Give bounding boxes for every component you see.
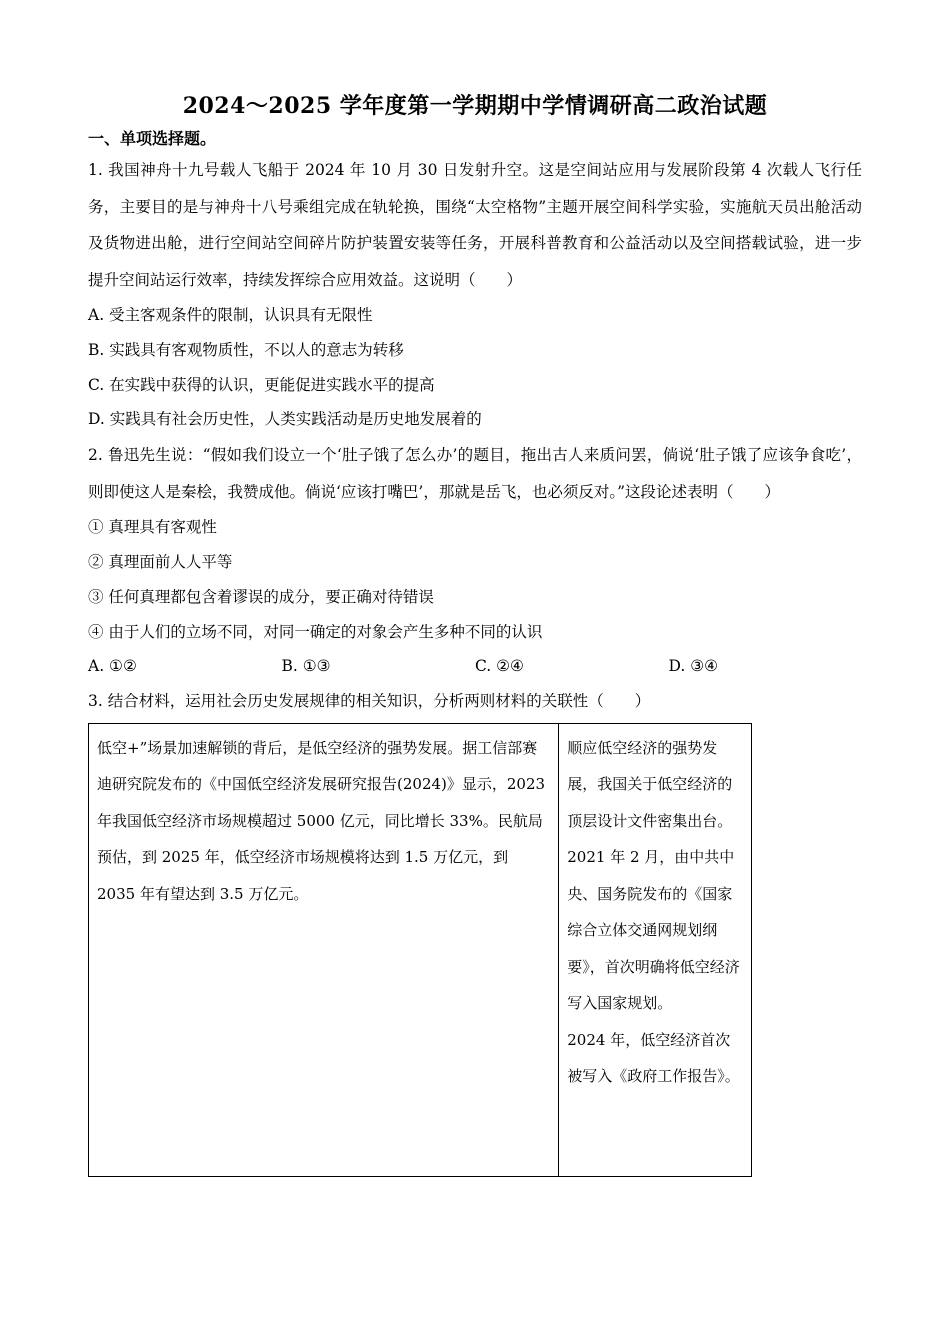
material-table	[88, 723, 752, 1177]
question-2	[88, 437, 862, 684]
statement-3: ③ 任何真理都包含着谬误的成分，要正确对待错误	[88, 587, 434, 606]
material-right-cell	[559, 723, 752, 1176]
material-right-para: 顺应低空经济的强势发展，我国关于低空经济的顶层设计文件密集出台。	[567, 738, 733, 830]
option-b: B. ①③	[281, 657, 331, 676]
option-d: D. 实践具有社会历史性，人类实践活动是历史地发展着的	[88, 410, 482, 429]
material-left-cell: 低空+”场景加速解锁的背后，是低空经济的强势发展。据工信部赛迪研究院发布的《中国低空经济发展研究报告(2024)》显示，2023 年我国低空经济市场规模超过 5000 亿元，同比增长 33%。民航局预估，到 2025 年，低空经济市场规模将达到 1.5 万亿元，到 2035 年有望达到 3.5 万亿元。	[89, 723, 559, 1176]
statement-2: ② 真理面前人人平等	[88, 552, 233, 571]
statement-1: ① 真理具有客观性	[88, 518, 217, 537]
question-stem: 1. 我国神舟十九号载人飞船于 2024 年 10 月 30 日发射升空。这是空间站应用与发展阶段第 4 次载人飞行任务，主要目的是与神舟十八号乘组完成在轨轮换，围绕“太空格物”主题开展空间科学实验，实施航天员出舱活动及货物进出舱，进行空间站空间碎片防护装置安装等任务，开展科普教育和公益活动以及空间搭载试验，进一步提升空间站运行效率，持续发挥综合应用效益。这说明（ ）	[88, 161, 862, 289]
option-row	[88, 649, 862, 684]
page-title: 2024～2025 学年度第一学期期中学情调研高二政治试题	[182, 93, 768, 119]
document-page	[88, 86, 862, 1177]
option-a: A. 受主客观条件的限制，认识具有无限性	[88, 306, 373, 324]
section-heading: 一、单项选择题。	[88, 129, 217, 148]
option-b: B. 实践具有客观物质性，不以人的意志为转移	[88, 340, 404, 359]
option-c: C. ②④	[475, 657, 524, 676]
question-stem: 3. 结合材料，运用社会历史发展规律的相关知识，分析两则材料的关联性（ ）	[88, 692, 651, 711]
question-stem: 2. 鲁迅先生说：“假如我们设立一个‘肚子饿了怎么办’的题目，拖出古人来质问罢，倘说‘肚子饿了应该争食吃’，则即使这人是秦桧，我赞成他。倘说‘应该打嘴巴’，那就是岳飞，也必须反对。”这段论述表明（ ）	[88, 446, 862, 501]
question-1	[88, 152, 862, 437]
material-right-para: 2024 年，低空经济首次被写入《政府工作报告》。	[567, 1030, 740, 1086]
statement-4: ④ 由于人们的立场不同，对同一确定的对象会产生多种不同的认识	[88, 622, 543, 641]
option-a: A. ①②	[88, 657, 137, 676]
option-d: D. ③④	[668, 657, 719, 676]
question-3	[88, 684, 862, 1177]
material-right-para: 2021 年 2 月，由中共中央、国务院发布的《国家综合立体交通网规划纲要》，首次明确将低空经济写入国家规划。	[567, 848, 740, 1013]
option-c: C. 在实践中获得的认识，更能促进实践水平的提高	[88, 375, 435, 394]
